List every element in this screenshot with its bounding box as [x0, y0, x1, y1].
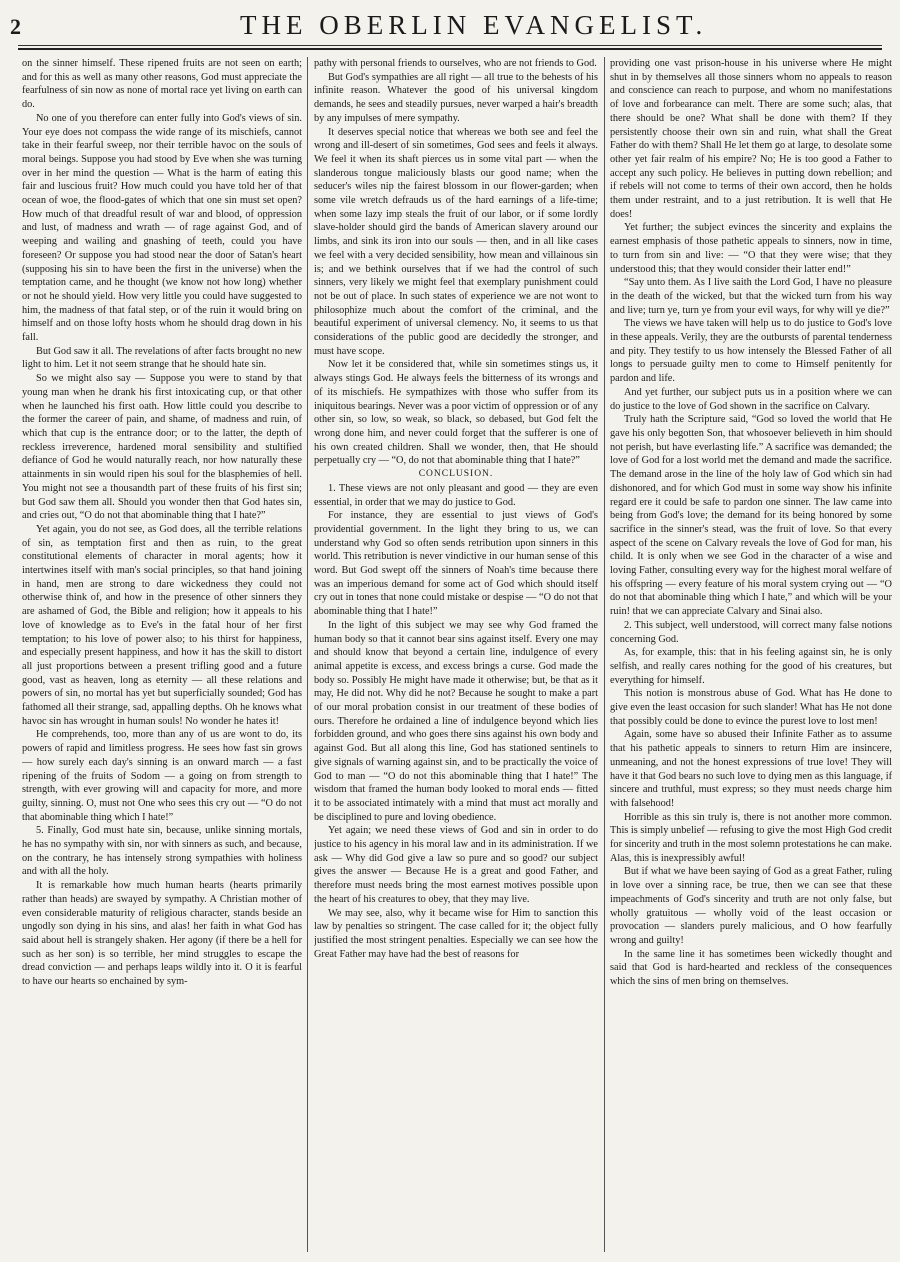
header-rule [18, 45, 882, 46]
paragraph: Yet again, you do not see, as God does, all the terrible relations of sin, as temptation first and then as ruin, to the great constitutional elements of character in moral agents; how it intertwines itself with man's social principles, so that hand joining in hand, men are strong to dare wickedness they could not otherwise think of, and how in the presence of other sinners they are ashamed of God, the Bible and religion; how it appeals to his love of knowledge as to Eve's in the fatal hour of her first temptation; to his love of power also; to his thirst for happiness, and especially present happiness, and how it has the skill to distort all just proportions between a present trifling good and a future good, vast as heaven, long as eternity — all these relations and powers of sin, no mortal has yet but superficially sounded; God has fathomed all their strange, sad, appalling depths. Oh he knows what havoc sin has wrought in human souls! No wonder he hates it! [22, 523, 302, 727]
column-divider [307, 57, 308, 1252]
paragraph: In the light of this subject we may see why God framed the human body so that it cannot bear sins against itself. Every one may and should know that beyond a certain line, indulgence of every animal appetite is excess, and excess brings a curse. God made the body so. Possibly He might have made it otherwise; but, be that as it may, He did not. Why did he not? Because he sought to make a part of our moral probation consist in our treatment of these bodies of ours. Therefore he ordained a line of indulgence beyond which lies forbidden ground, and who goes there sins against his own body and against God. But all along this line, God has stationed sentinels to give signals of warning against sin, and to be practically the voice of God to man — “O do not this abominable thing that I hate!” The wisdom that framed the human body looked to moral ends — fitted it to be associated intimately with a mind that must act morally and be disciplined to pure and loving obedience. [314, 619, 598, 823]
paragraph: “Say unto them. As I live saith the Lord God, I have no pleasure in the death of the wicked, but that the wicked turn from his way and live; turn ye, turn ye from your evil ways, for why will ye die?” [610, 277, 892, 316]
paragraph: He comprehends, too, more than any of us are wont to do, its powers of rapid and limitless progress. He sees how fast sin grows — how surely each day's sinning is an onward march — a fast ripening of the fruits of Sodom — a going on from strength to strength, with ever growing will and capacity for more, and more guilty, sinning. O, must not One who sees this cry out — “O do not that abominable thing which I hate!” [22, 729, 302, 823]
paragraph: It deserves special notice that whereas we both see and feel the wrong and ill-desert of sin sometimes, God sees and feels it always. We feel it when its shaft pierces us in some vital part — when the slanderous tongue maliciously blasts our good name; when the seducer's wiles nip the fairest blossom in our flower-garden; when some vile wretch defrauds us of the hard earnings of a life-time; when some lazy imp steals the fruit of our labor, or if some lordly slave-holder should gird the bands of American slavery around our limbs, and sink its iron into our souls — then, and in all like cases we feel with a very decided sensibility, how mean and villainous sin is; and we bethink ourselves that if we had the control of such sinners, very likely we might feel that exemplary punishment could not be out of place. In such states of experience we are not wont to philosophize much about the comfort of the criminal, and the beautiful experiment of universal clemency. No, it seems to us that considerations of the public good are decidedly the stronger, and must have scope. [314, 126, 598, 357]
paragraph: In the same line it has sometimes been wickedly thought and said that God is hard-hearted and reckless of the consequences which the sins of men bring on themselves. [610, 948, 892, 988]
paragraph: It is remarkable how much human hearts (hearts primarily rather than heads) are swayed by sympathy. A Christian mother of even considerable maturity of religious character, stands beside an ungodly son dying in his sins, and alas! her faith in what God has said about hell is strangely shaken. Her agony (if there be a hell for such as her son) is so terrible, her mind struggles to escape the dread conviction — and perhaps leaps wildly into it. O it is fearful to have our hearts so enchained by sym- [22, 880, 302, 988]
column-divider [604, 57, 605, 1252]
paragraph: The views we have taken will help us to do justice to God's love in these appeals. Verily, they are the outbursts of parental tenderness and pity. They testify to us how intensely the Blessed Father of all longs to persuade guilty men to come to Himself penitently for pardon and life. [610, 318, 892, 385]
header-rule-thick [18, 48, 882, 50]
paragraph: For instance, they are essential to just views of God's providential government. In the light they bring to us, we can understand why God so often sends retribution upon sinners in this world. This retribution is never vindictive in our human sense of this word. But God swept off the sinners of Noah's time because there was an imperious demand for some act of God which should itself cry out in tones that none could mistake or despise — “O do not that abominable thing that I hate!” [314, 510, 598, 618]
paragraph: providing one vast prison-house in his universe where He might shut in by themselves all those sinners whom no appeals to reason and conscience can reach to purpose, and whom no manifestations of love and forbearance can melt. There are some such; alas, that there should be one? What shall be done with them? If they persistently choose their own sin and ruin, what shall the Great Father do with them? Shall He let them go at large, to desolate some other yet fair realm of his empire? No; He is too good a Father to accept any such policy. He believes in putting down rebellion; and if rebels will not come to terms of their own accord, then he holds them under restraint, and to a just retribution. It is well that He does! [610, 58, 892, 220]
section-heading-conclusion: CONCLUSION. [418, 469, 494, 480]
paragraph: Again, some have so abused their Infinite Father as to assume that his pathetic appeals to sinners to return Him are insincere, unmeaning, and not the honest expressions of true love! They will have it that God bears no such love to dying men as this language, if sincere and truthful, must express; so they must needs charge him with falsehood! [610, 729, 892, 809]
paragraph: Truly hath the Scripture said, “God so loved the world that He gave his only begotten Son, that whosoever believeth in him should not perish, but have everlasting life.” A sacrifice was demanded; the love of God for a lost world met the demand and made the sacrifice. The demand arose in the line of the holy law of God which sin had dishonored, and for which God must in some way show his infinite regard ere it could be safe to pardon one sinner. The law came into being from God's love; the demand for its being honored by some sacrifice in the sinner's stead, was the fruit of love. So that every aspect of the scene on Calvary reveals the love of God for man, his child. It is only when we see God in the character of a wise and loving Father, consulting every way for the highest moral welfare of his offspring — every feature of his moral system crying out — “O do not that abominable thing which I hate,” and which will be your ruin! that we can appreciate Calvary and Sinai also. [610, 414, 892, 618]
paragraph: No one of you therefore can enter fully into God's views of sin. Your eye does not compass the wide range of its mischiefs, cannot take in their fearful sweep, nor their terrible havoc on the souls of moral beings. Suppose you had stood by Eve when she was turning over in her mind the question — What is the harm of eating this fair and luscious fruit? How much could you have told her of that ocean of woe, the flood-gates of which that one sin must set open? How much of that dreadful result of war and blood, of oppression and lust, of madness and wrath — of rage against God, and of weeping and wailing and gnashing of teeth, could you have foreseen? Or suppose you had stood near the door of Satan's heart (supposing his sin to have been the first in the universe) when the temptation came, and he thought (we know not how long) whether or not he should yield. How very little you could have suggested to him, the madness of that fatal step, or of the ruin it would bring on himself and on those lofty hosts whom he should drag down in his fall. [22, 112, 302, 344]
masthead-title: THE OBERLIN EVANGELIST. [240, 10, 708, 40]
paragraph: Yet further; the subject evinces the sincerity and explains the earnest emphasis of those pathetic appeals to sinners, now in time, to turn from sin and live: — “O that they were wise; that they understood this; that they would consider their latter end!” [610, 222, 892, 275]
text-column-3 [610, 57, 892, 1252]
paragraph: Now let it be considered that, while sin sometimes stings us, it always stings God. He always feels the bitterness of its wrongs and of its mischiefs. He sympathizes with those who suffer from its iniquitous bearings. Never was a poor victim of oppression or of any other sin, so low, so weak, so black, so debased, but God felt the wrong done him, and never could forget that the sufferer is one of his own created children. Shall we wonder, then, that He should perpetually cry — “O, do not that abominable thing that I hate?” [314, 359, 598, 467]
text-column-1 [22, 57, 302, 1252]
paragraph: And yet further, our subject puts us in a position where we can do justice to the love of God shown in the sacrifice on Calvary. [610, 386, 892, 412]
paragraph: 1. These views are not only pleasant and good — they are even essential, in order that we may do justice to God. [314, 482, 598, 508]
paragraph: This notion is monstrous abuse of God. What has He done to give even the least occasion for such slander! What has He not done that possibly could be done to evince the purest love to lost men! [610, 688, 892, 727]
page-header [0, 0, 900, 44]
paragraph: pathy with personal friends to ourselves, who are not friends to God. [314, 58, 597, 69]
paragraph: 2. This subject, well understood, will correct many false notions concerning God. [610, 619, 892, 645]
paragraph: Horrible as this sin truly is, there is not another more common. This is simply unbelief — refusing to give the most High God credit for sincerity and truth in the most solemn protestations he can make. Alas, this is inexpressibly awful! [610, 811, 892, 864]
paragraph: So we might also say — Suppose you were to stand by that young man when he drank his first intoxicating cup, or that other when he launched his first oath. How little could you describe to the former the career of pain, and shame, of madness and ruin, of which that cup is the entrance door; or to the latter, the depth of reckless irreverence, hardened moral sensibility and stultified defiance of God he would naturally reach, nor how naturally these attainments in sin would ripen his soul for the blasphemies of hell. You might not see a thousandth part of these fruits of his first sin; but God saw them all. Should you wonder then that God hates sin, and cries out, “O do not that abominable thing that I hate?” [22, 373, 302, 522]
paragraph: But God's sympathies are all right — all true to the behests of his infinite reason. Whatever the good of his universal kingdom demands, he sees and steadily pursues, never warped a hair's breadth by any impulses of mere sympathy. [314, 71, 598, 124]
paragraph: on the sinner himself. These ripened fruits are not seen on earth; and for this as well as many other reasons, God must appreciate the fearfulness of sin now as none of mortal race yet living on earth can do. [22, 58, 302, 111]
paragraph: We may see, also, why it became wise for Him to sanction this law by penalties so stringent. The case called for it; the object fully justified the most stringent penalties. Especially we can see how the Great Father may have had the best of reasons for [314, 907, 598, 960]
paragraph: Yet again; we need these views of God and sin in order to do justice to his agency in his moral law and in its administration. If we ask — Why did God give a law so pure and so good? our subject gives the answer — Because He is a great and good Father, and therefore must needs bring the most earnest motives possible upon the heart of his creatures to obey, that they may live. [314, 825, 598, 905]
paragraph: 5. Finally, God must hate sin, because, unlike sinning mortals, he has no sympathy with sin, nor with sinners as such, and because, on the contrary, he has intensely strong sympathies with holiness and with all the holy. [22, 825, 302, 878]
paragraph: But God saw it all. The revelations of after facts brought no new light to him. Let it not seem strange that he should hate sin. [22, 345, 302, 371]
paragraph: As, for example, this: that in his feeling against sin, he is only selfish, and really cares nothing for the good of his creatures, but everything for himself. [610, 647, 892, 686]
page-number: 2 [10, 14, 21, 39]
text-column-2 [314, 57, 598, 1252]
paragraph: But if what we have been saying of God as a great Father, ruling in love over a sinning race, be true, then we can see that these impeachments of God's sincerity and truth are not only false, but wholly gratuitous — wholly void of the least occasion or provocation — slanders purely malicious, and O how fearfully wrong and guilty! [610, 866, 892, 946]
